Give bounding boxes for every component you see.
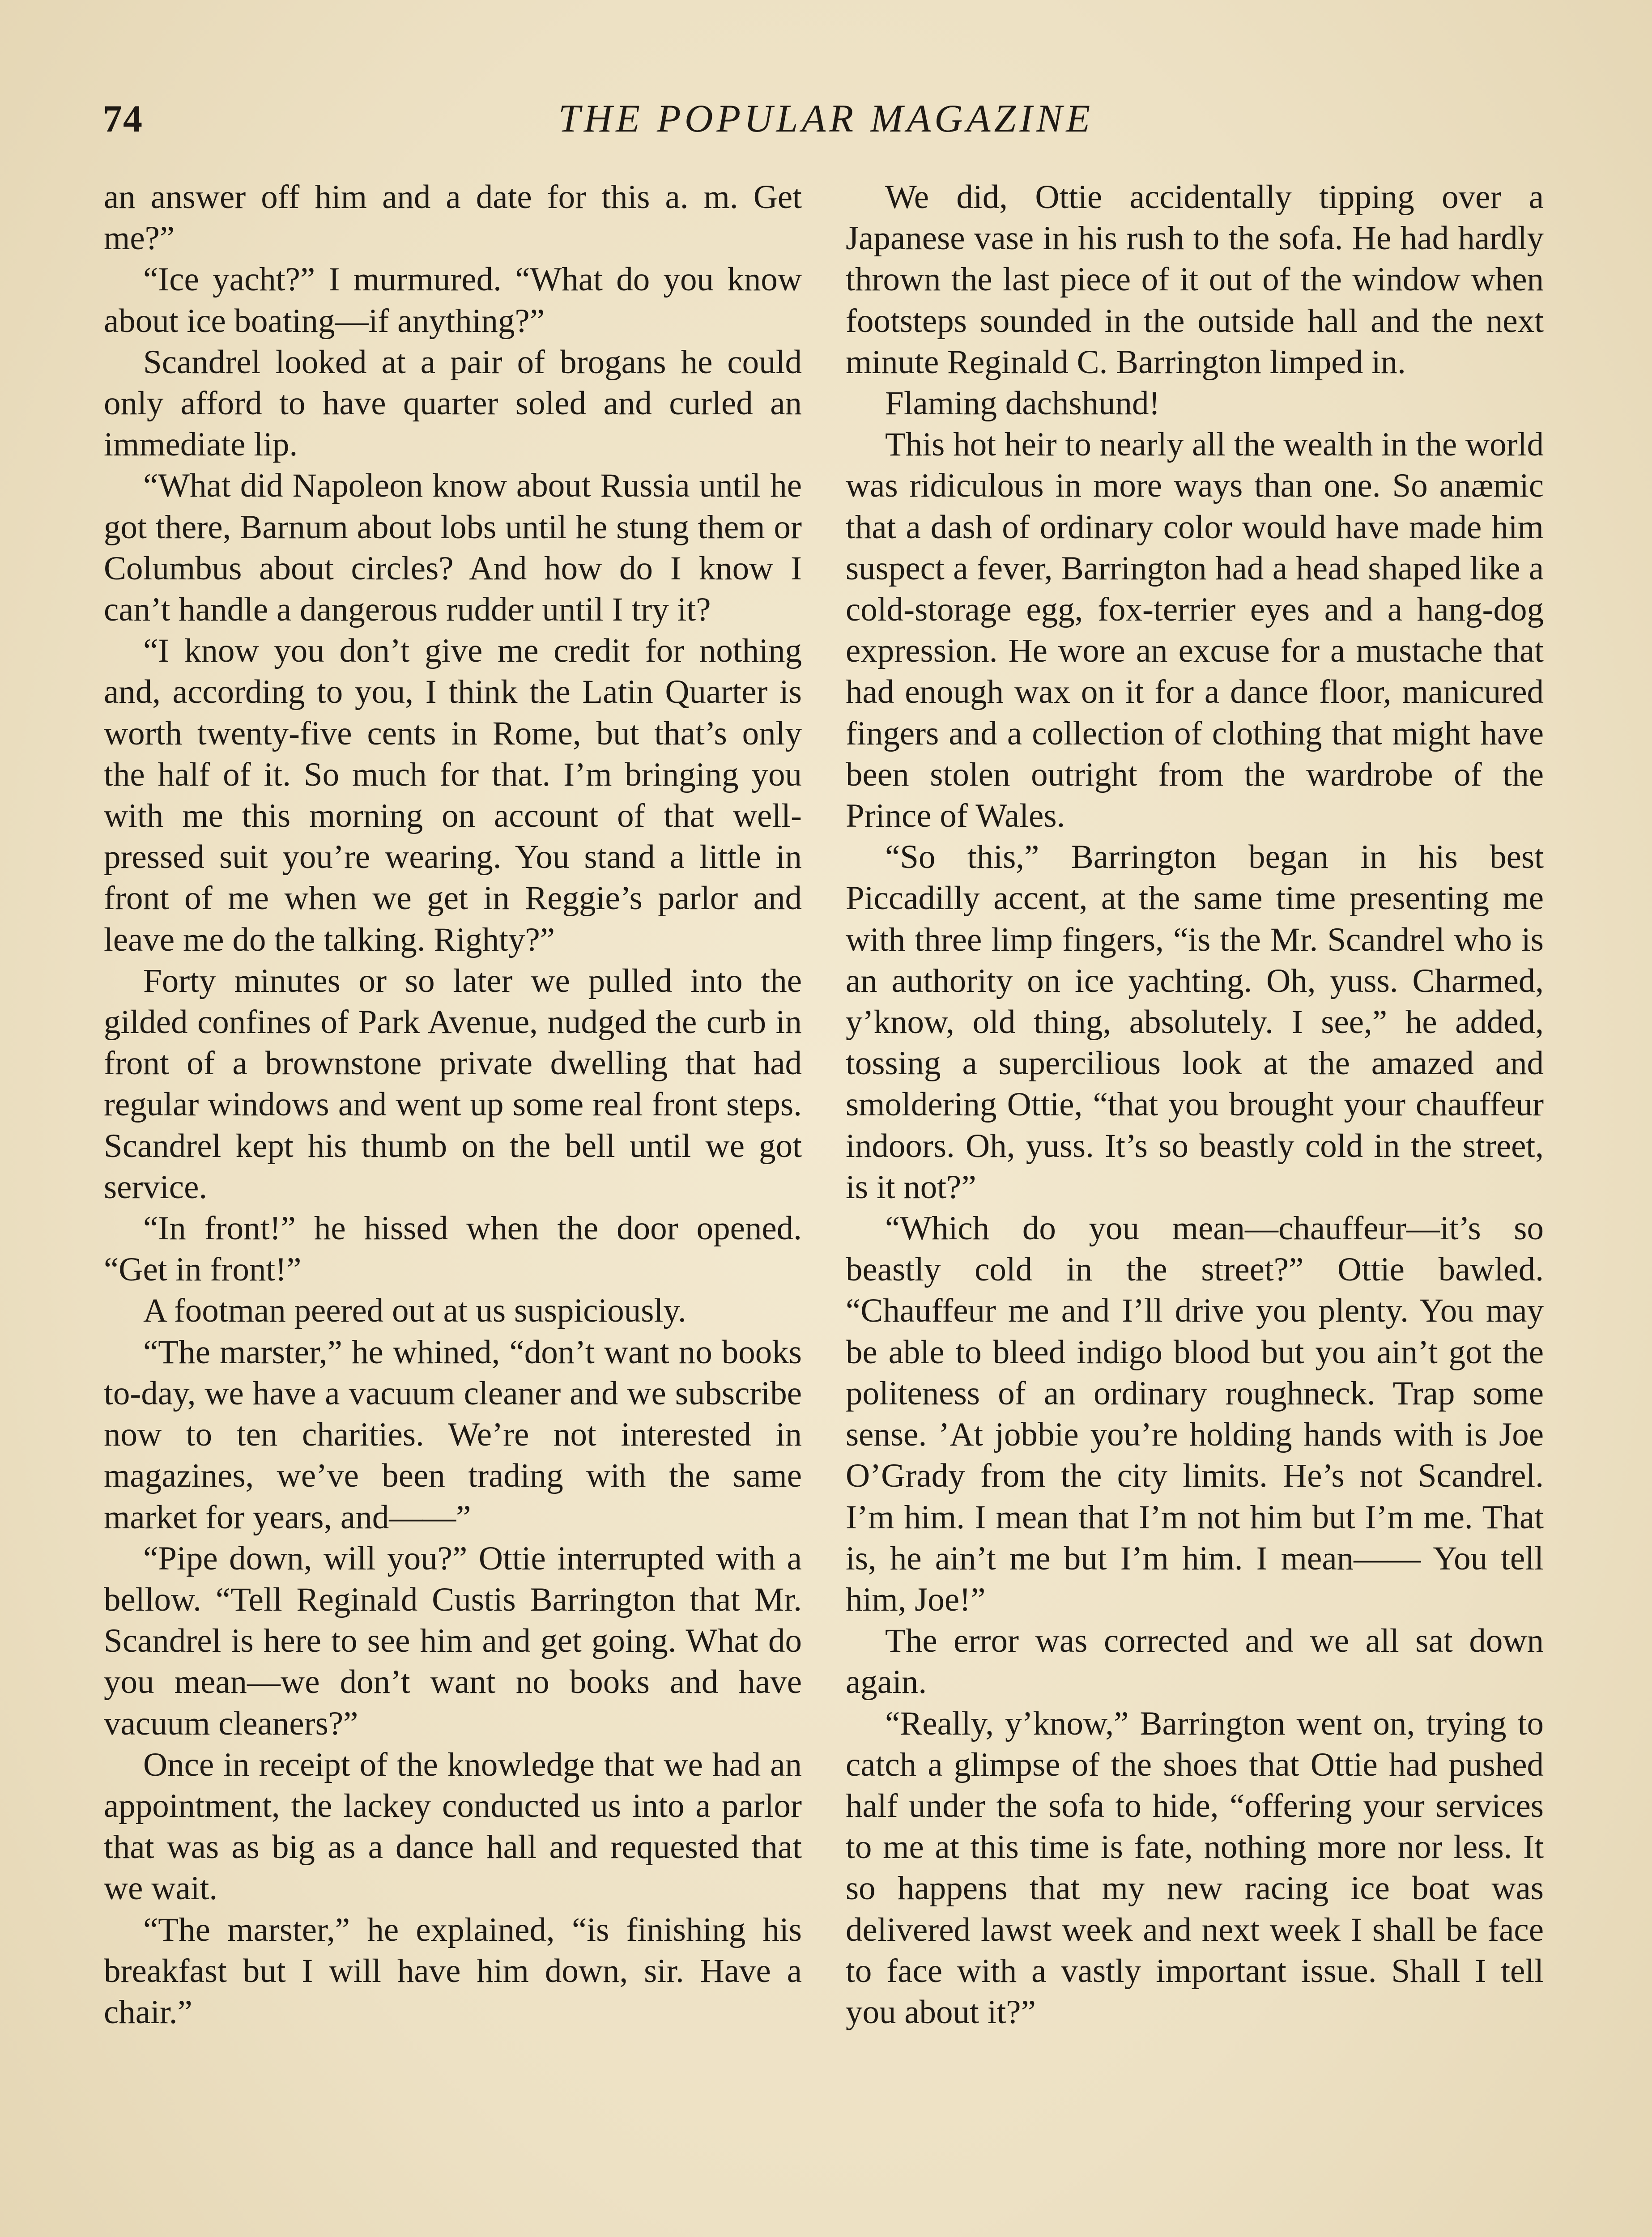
paragraph: “In front!” he hissed when the door opened. “Get in front!” [104,1210,802,1289]
paragraph: “I know you don’t give me credit for nothing and, according to you, I think the Latin Quarter is worth twenty-five cents in Rome, but that’s only the half of it. So much for that. I’m bringing you with me this morning on account of that well-pressed suit you’re wearing. You stand a little in front of me when we get in Reggie’s parlor and leave me do the talking. Righty?” [104,632,802,958]
page-header [103,96,1549,145]
paragraph: Once in receipt of the knowledge that we had an appointment, the lackey conducted us into a parlor that was as big as a dance hall and requested that we wait. [104,1746,802,1907]
right-column [846,177,1544,2033]
paragraph: “What did Napoleon know about Russia until he got there, Barnum about lobs until he stung them or Columbus about circles? And how do I know I can’t handle a dangerous rudder until I try it? [104,467,802,629]
paragraph: “Pipe down, will you?” Ottie interrupted with a bellow. “Tell Reginald Custis Barrington that Mr. Scandrel is here to see him and get going. What do you mean—we don’t want no books and have vacuum cleaners?” [104,1540,802,1742]
paragraph: Flaming dachshund! [885,385,1160,422]
paragraph: Forty minutes or so later we pulled into the gilded confines of Park Avenue, nudged the curb in front of a brownstone private dwelling that had regular windows and went up some real front steps. Scandrel kept his thumb on the bell until we got service. [104,962,802,1206]
paragraph: Scandrel looked at a pair of brogans he could only afford to have quarter soled and curled an immediate lip. [104,343,802,464]
paragraph: The error was corrected and we all sat down again. [846,1622,1544,1701]
paragraph: “The marster,” he whined, “don’t want no books to-day, we have a vacuum cleaner and we subscribe now to ten charities. We’re not interested in magazines, we’ve been trading with the same market for years, and——” [104,1333,802,1536]
paragraph: “Ice yacht?” I murmured. “What do you know about ice boating—if anything?” [104,261,802,340]
paragraph: an answer off him and a date for this a. m. Get me?” [104,179,802,257]
page-number: 74 [103,97,143,140]
paragraph: A footman peered out at us suspiciously. [143,1292,686,1330]
paragraph: This hot heir to nearly all the wealth in the world was ridiculous in more ways than one. So anæmic that a dash of ordinary color would have made him suspect a fever, Barrington had a head shaped like a cold-storage egg, fox-terrier eyes and a hang-dog expression. He wore an excuse for a mustache that had enough wax on it for a dance floor, manicured fingers and a collection of clothing that might have been stolen outright from the wardrobe of the Prince of Wales. [846,426,1544,835]
paragraph: We did, Ottie accidentally tipping over a Japanese vase in his rush to the sofa. He had hardly thrown the last piece of it out of the window when footsteps sounded in the outside hall and the next minute Reginald C. Barrington limped in. [846,179,1544,381]
left-column [104,177,802,2033]
paragraph: “So this,” Barrington began in his best Piccadilly accent, at the same time presenting me with three limp fingers, “is the Mr. Scandrel who is an authority on ice yachting. Oh, yuss. Charmed, y’know, old thing, absolutely. I see,” he added, tossing a supercilious look at the amazed and smoldering Ottie, “that you brought your chauffeur indoors. Oh, yuss. It’s so beastly cold in the street, is it not?” [846,838,1544,1206]
paragraph: “Really, y’know,” Barrington went on, trying to catch a glimpse of the shoes that Ottie had pushed half under the sofa to hide, “offering your services to me at this time is fate, nothing more nor less. It so happens that my new racing ice boat was delivered lawst week and next week I shall be face to face with a vastly important issue. Shall I tell you about it?” [846,1705,1544,2031]
paragraph: “Which do you mean—chauffeur—it’s so beastly cold in the street?” Ottie bawled. “Chauffeur me and I’ll drive you plenty. You may be able to bleed indigo blood but you ain’t got the politeness of an ordinary roughneck. Trap some sense. ’At jobbie you’re holding hands with is Joe O’Grady from the city limits. He’s not Scandrel. I’m him. I mean that I’m not him but I’m me. That is, he ain’t me but I’m him. I mean—— You tell him, Joe!” [846,1210,1544,1618]
running-title: THE POPULAR MAGAZINE [558,97,1094,140]
paragraph: “The marster,” he explained, “is finishing his breakfast but I will have him down, sir. Have a chair.” [104,1911,802,2031]
